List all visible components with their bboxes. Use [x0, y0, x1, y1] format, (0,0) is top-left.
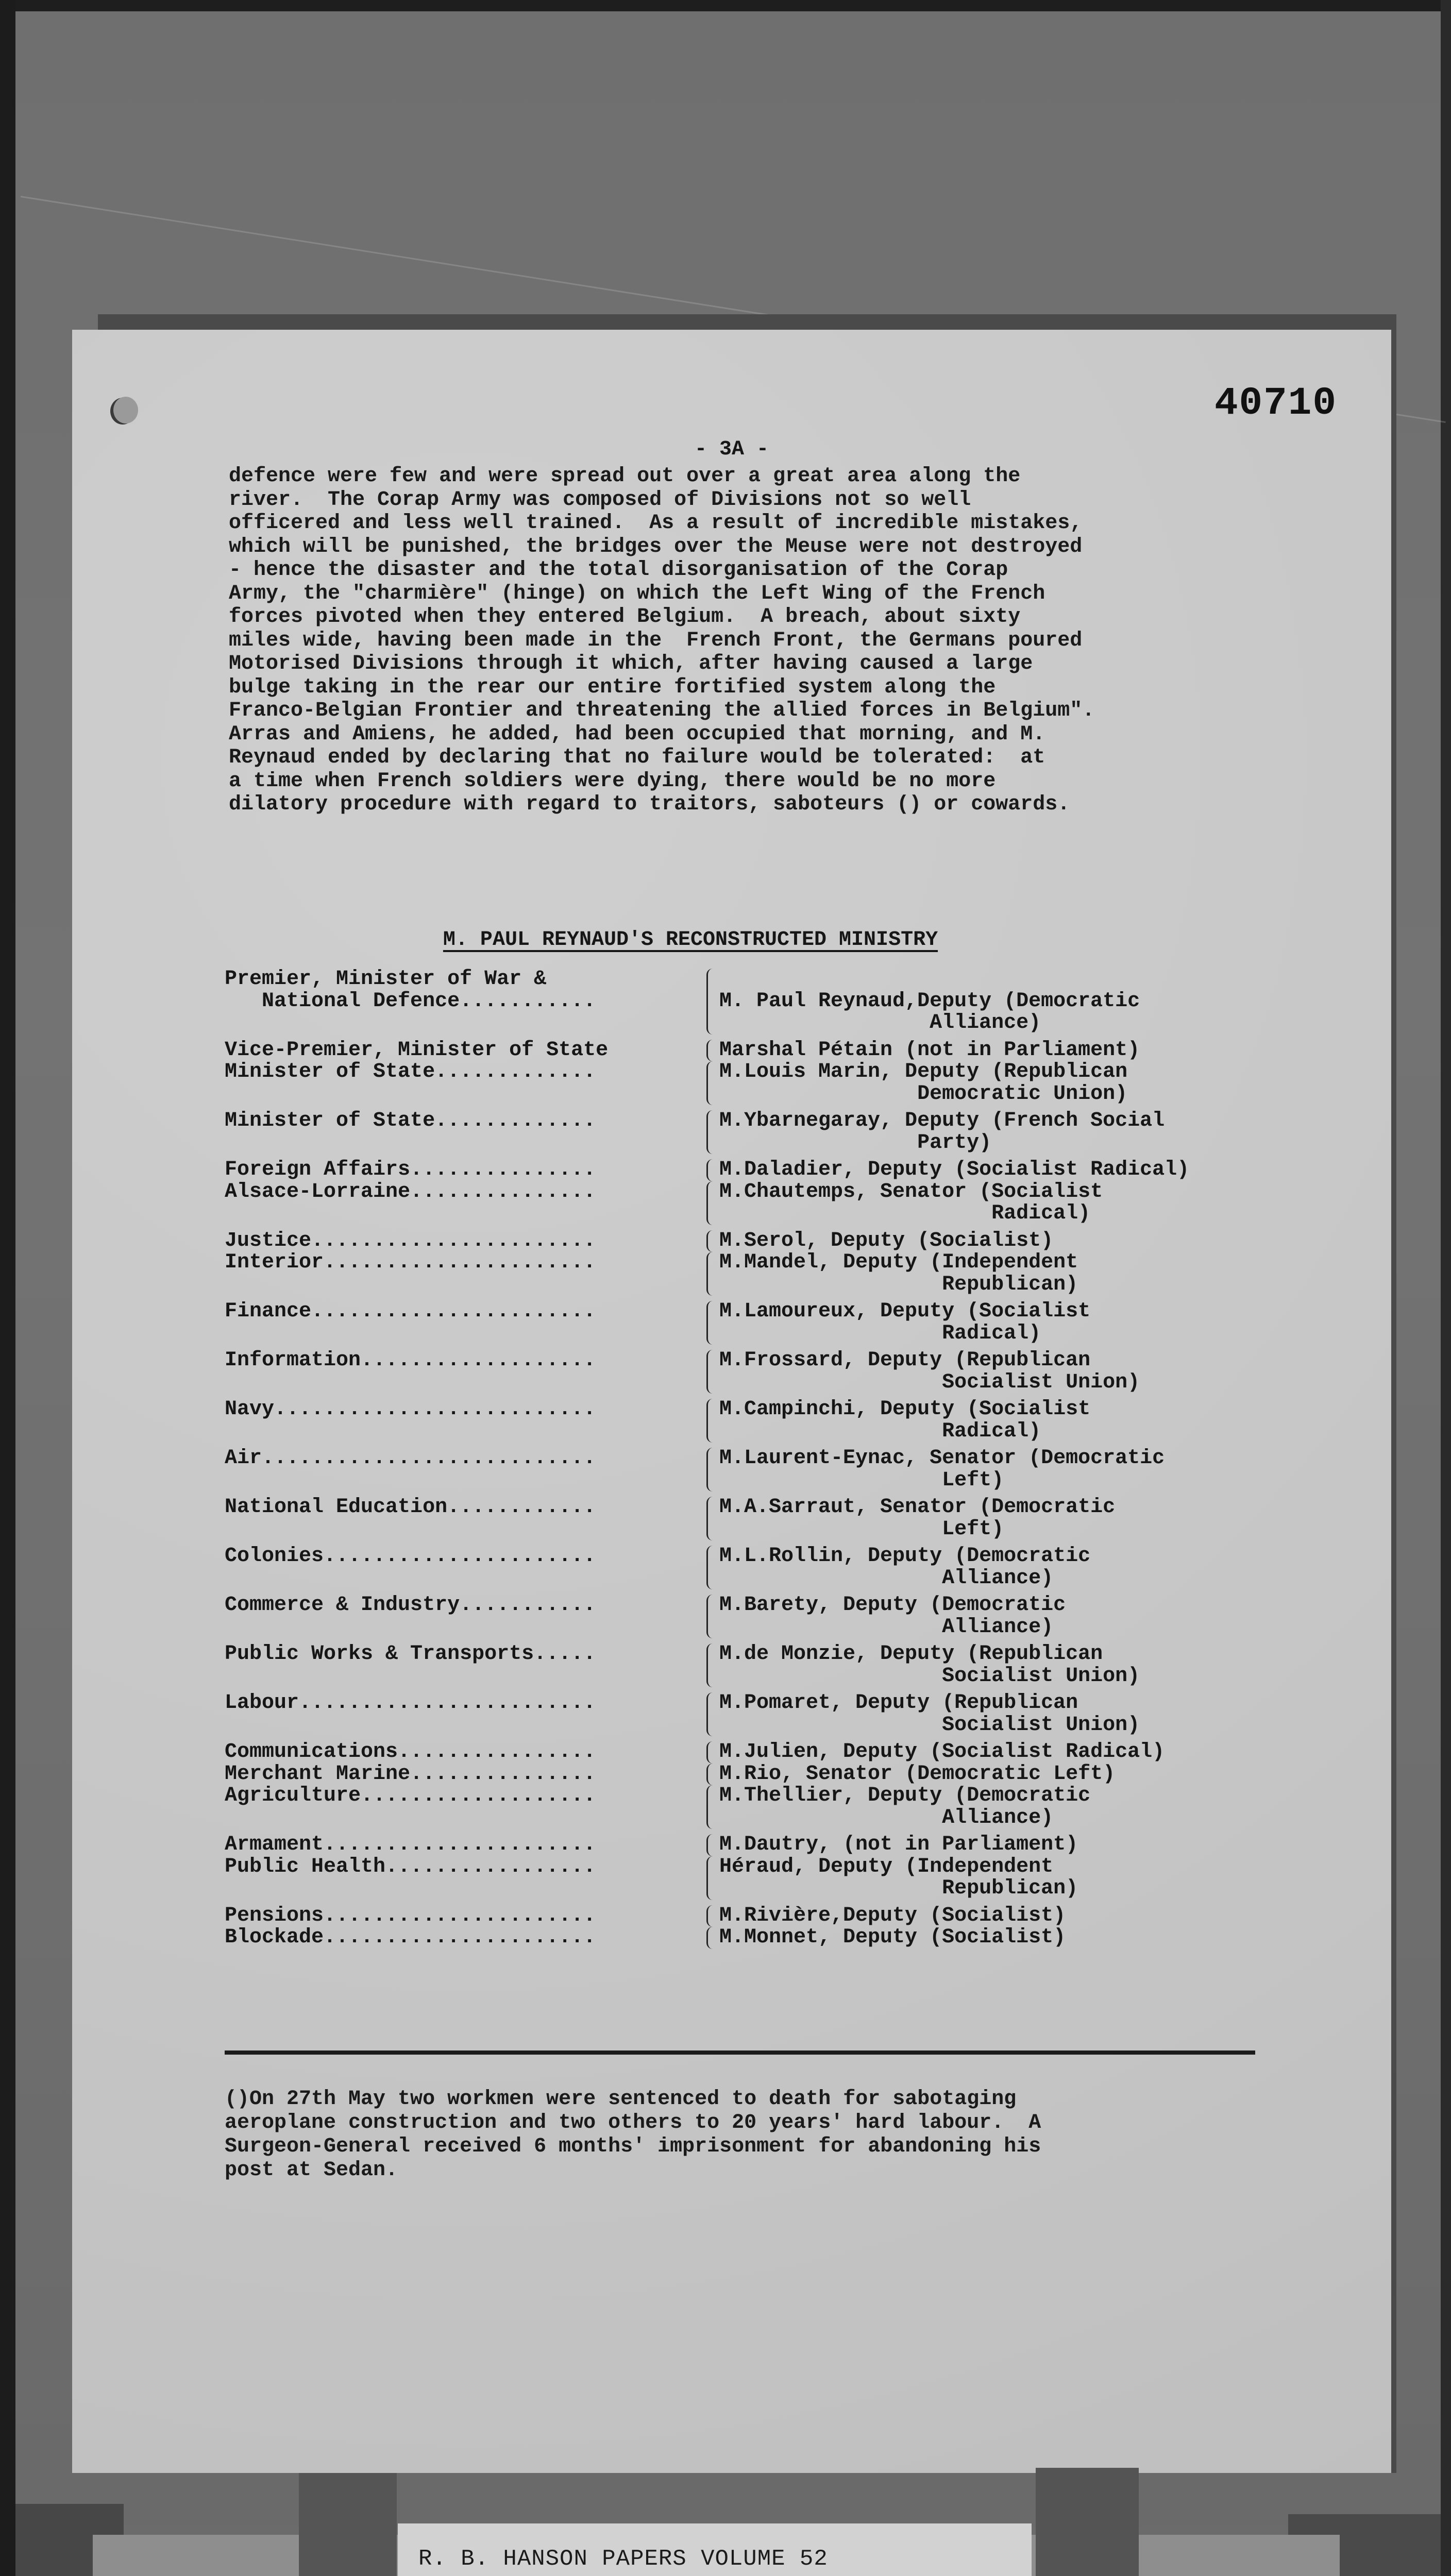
ministry-post: Air........................... [225, 1447, 596, 1470]
ministry-row [225, 1643, 1327, 1687]
ministry-holder: M.Ybarnegaray, Deputy (French Social Party) [719, 1109, 1165, 1155]
ministry-post: Justice....................... [225, 1229, 596, 1252]
body-line: which will be punished, the bridges over the Meuse were not destroyed [229, 535, 1083, 558]
bracket-divider [706, 1350, 717, 1394]
ministry-holder: M.A.Sarraut, Senator (Democratic Left) [719, 1496, 1116, 1541]
bracket-divider [706, 1301, 717, 1345]
ministry-row [225, 1159, 1327, 1181]
body-line: Franco-Belgian Frontier and threatening the allied forces in Belgium". [229, 699, 1095, 722]
ministry-post: Foreign Affairs............... [225, 1158, 596, 1181]
ministry-row [225, 1905, 1327, 1927]
ministry-post: Vice-Premier, Minister of State [225, 1038, 609, 1062]
bracket-divider [706, 1110, 717, 1154]
bracket-divider [706, 1040, 717, 1062]
ministry-holder: M.Daladier, Deputy (Socialist Radical) [719, 1158, 1190, 1181]
body-line: a time when French soldiers were dying, there would be no more [229, 769, 996, 793]
ministry-holder: M.Campinchi, Deputy (Socialist Radical) [719, 1398, 1091, 1443]
body-line: officered and less well trained. As a result of incredible mistakes, [229, 512, 1083, 535]
bracket-divider [706, 969, 717, 1035]
ministry-row [225, 1785, 1327, 1829]
ministry-row [225, 1692, 1327, 1736]
ministry-post: National Education............ [225, 1496, 596, 1519]
footnote-line: post at Sedan. [225, 2159, 398, 2182]
bracket-divider [706, 1905, 717, 1927]
ministry-row [225, 1448, 1327, 1492]
ministry-holder: M.Julien, Deputy (Socialist Radical) [719, 1740, 1165, 1764]
bracket-divider [706, 1546, 717, 1589]
ministry-row [225, 1741, 1327, 1764]
ministry-post: Armament...................... [225, 1833, 596, 1856]
bracket-divider [706, 1595, 717, 1638]
ministry-post: Minister of State............. [225, 1060, 596, 1083]
ministry-row [225, 1399, 1327, 1443]
body-line: Reynaud ended by declaring that no failure would be tolerated: at [229, 746, 1045, 769]
ministry-post: Minister of State............. [225, 1109, 596, 1132]
ministry-post: Labour........................ [225, 1691, 596, 1715]
film-frame-right [1441, 0, 1451, 2576]
ministry-row [225, 969, 1327, 1035]
document-number: 40710 [1214, 381, 1337, 426]
ministry-holder: M.Frossard, Deputy (Republican Socialist Union) [719, 1349, 1140, 1394]
ministry-row [225, 1110, 1327, 1154]
ministry-post: Alsace-Lorraine............... [225, 1180, 596, 1204]
body-line: miles wide, having been made in the French Front, the Germans poured [229, 629, 1083, 652]
body-line: Army, the "charmière" (hinge) on which the Left Wing of the French [229, 582, 1045, 605]
ministry-holder: M.Pomaret, Deputy (Republican Socialist Union) [719, 1691, 1140, 1737]
body-paragraph [229, 465, 1331, 817]
page-label: - 3A - [694, 438, 769, 461]
ministry-holder: Marshal Pétain (not in Parliament) [719, 1038, 1140, 1062]
bracket-divider [706, 1764, 717, 1786]
ministry-post: Merchant Marine............... [225, 1762, 596, 1786]
bracket-divider [706, 1061, 717, 1105]
punch-hole-icon [113, 397, 138, 423]
ministry-holder: M.Rivière,Deputy (Socialist) [719, 1904, 1066, 1927]
volume-label-text: R. B. HANSON PAPERS VOLUME 52 [418, 2546, 828, 2572]
body-line: Arras and Amiens, he added, had been occupied that morning, and M. [229, 722, 1045, 746]
ministry-row [225, 1230, 1327, 1252]
film-frame-top [0, 0, 1451, 11]
tape-left [299, 2473, 397, 2576]
ministry-holder: Héraud, Deputy (Independent Republican) [719, 1855, 1078, 1900]
bracket-divider [706, 1399, 717, 1443]
bracket-divider [706, 1230, 717, 1252]
horizontal-rule [225, 2050, 1255, 2055]
ministry-row [225, 1856, 1327, 1900]
ministry-holder: M.Laurent-Eynac, Senator (Democratic Left) [719, 1447, 1165, 1492]
bracket-divider [706, 1159, 717, 1181]
ministry-holder: M.Serol, Deputy (Socialist) [719, 1229, 1054, 1252]
ministry-row [225, 1927, 1327, 1949]
ministry-row [225, 1061, 1327, 1105]
ministry-post: Public Health................. [225, 1855, 596, 1878]
bracket-divider [706, 1741, 717, 1764]
ministry-holder: M.Dautry, (not in Parliament) [719, 1833, 1078, 1856]
body-line: Motorised Divisions through it which, after having caused a large [229, 652, 1033, 675]
film-frame-left [0, 0, 15, 2576]
ministry-holder: M.Mandel, Deputy (Independent Republican) [719, 1251, 1078, 1296]
bracket-divider [706, 1252, 717, 1296]
ministry-post: Communications................ [225, 1740, 596, 1764]
ministry-row [225, 1497, 1327, 1540]
footnote-line: Surgeon-General received 6 months' imprisonment for abandoning his [225, 2135, 1041, 2158]
ministry-row [225, 1595, 1327, 1638]
ministry-holder: M. Paul Reynaud,Deputy (Democratic Alliance) [719, 989, 1140, 1035]
bracket-divider [706, 1834, 717, 1856]
ministry-holder: M.Barety, Deputy (Democratic Alliance) [719, 1594, 1066, 1639]
ministry-holder: M.Lamoureux, Deputy (Socialist Radical) [719, 1300, 1091, 1345]
ministry-post: Information................... [225, 1349, 596, 1372]
bracket-divider [706, 1785, 717, 1829]
ministry-holder: M.Rio, Senator (Democratic Left) [719, 1762, 1116, 1786]
ministry-post: Colonies...................... [225, 1545, 596, 1568]
ministry-post: Public Works & Transports..... [225, 1642, 596, 1666]
ministry-row [225, 1301, 1327, 1345]
bracket-divider [706, 1497, 717, 1540]
ministry-post: Premier, Minister of War & National Defence........... [225, 968, 596, 1013]
footnote-line: ()On 27th May two workmen were sentenced to death for sabotaging [225, 2088, 1017, 2111]
ministry-post: Commerce & Industry........... [225, 1594, 596, 1617]
ministry-row [225, 1834, 1327, 1856]
body-line: defence were few and were spread out over a great area along the [229, 465, 1021, 488]
ministry-row [225, 1181, 1327, 1225]
body-line: forces pivoted when they entered Belgium. A breach, about sixty [229, 605, 1021, 629]
bracket-divider [706, 1927, 717, 1949]
body-line: bulge taking in the rear our entire fortified system along the [229, 675, 996, 699]
tape-right [1036, 2468, 1139, 2576]
ministry-holder: M.Monnet, Deputy (Socialist) [719, 1926, 1066, 1949]
ministry-holder: M.Thellier, Deputy (Democratic Alliance) [719, 1784, 1091, 1829]
bracket-divider [706, 1181, 717, 1225]
bracket-divider [706, 1643, 717, 1687]
footnote [225, 2088, 1327, 2182]
volume-label-slip [398, 2523, 1032, 2576]
body-line: - hence the disaster and the total disorganisation of the Corap [229, 558, 1008, 582]
ministry-post: Interior...................... [225, 1251, 596, 1274]
body-line: river. The Corap Army was composed of Divisions not so well [229, 488, 971, 512]
footnote-line: aeroplane construction and two others to 20 years' hard labour. A [225, 2111, 1041, 2134]
ministry-row [225, 1764, 1327, 1786]
ministry-post: Pensions...................... [225, 1904, 596, 1927]
section-title: M. PAUL REYNAUD'S RECONSTRUCTED MINISTRY [443, 928, 938, 952]
ministry-holder: M.Louis Marin, Deputy (Republican Democratic Union) [719, 1060, 1128, 1106]
ministry-row [225, 1252, 1327, 1296]
ministry-post: Agriculture................... [225, 1784, 596, 1807]
bracket-divider [706, 1692, 717, 1736]
ministry-holder: M.Chautemps, Senator (Socialist Radical) [719, 1180, 1103, 1225]
ministry-row [225, 1040, 1327, 1062]
ministry-post: Finance....................... [225, 1300, 596, 1323]
ministry-row [225, 1350, 1327, 1394]
ministry-holder: M.L.Rollin, Deputy (Democratic Alliance) [719, 1545, 1091, 1590]
ministry-holder: M.de Monzie, Deputy (Republican Socialist Union) [719, 1642, 1140, 1688]
body-line: dilatory procedure with regard to traitors, saboteurs () or cowards. [229, 793, 1070, 816]
bracket-divider [706, 1448, 717, 1492]
ministry-post: Blockade...................... [225, 1926, 596, 1949]
ministry-row [225, 1546, 1327, 1589]
ministry-table [225, 969, 1327, 1949]
ministry-post: Navy.......................... [225, 1398, 596, 1421]
bracket-divider [706, 1856, 717, 1900]
